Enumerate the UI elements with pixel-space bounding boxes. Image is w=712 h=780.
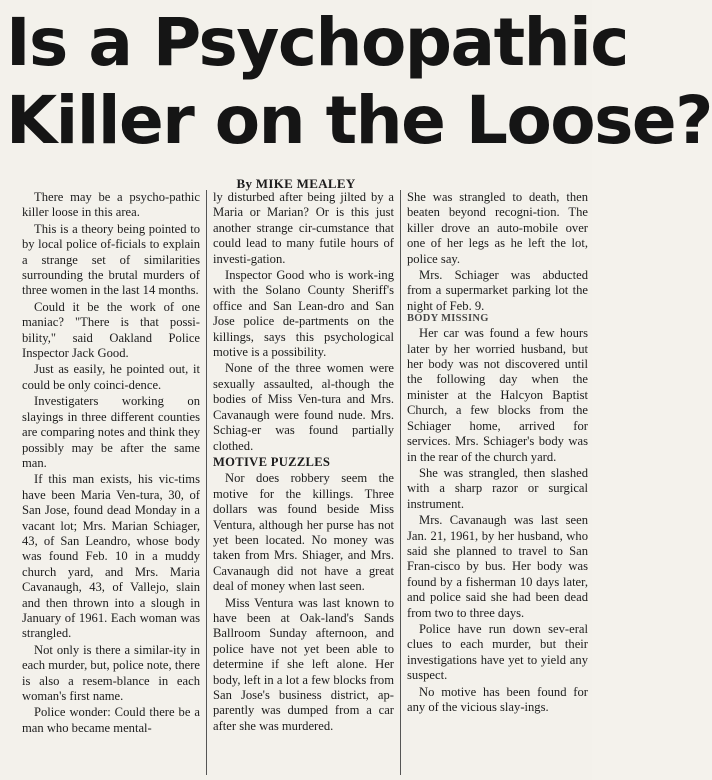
headline-line-2: Killer on the Loose? <box>6 82 712 159</box>
column-1 <box>22 190 206 775</box>
article-paragraph: This is a theory being pointed to by local police of-ficials to explain a strange set of similarities surrounding the brutal murders of three women in the last 14 months. <box>22 221 200 298</box>
article-paragraph: Inspector Good who is work-ing with the Solano County Sheriff's office and San Lean-dro and San Jose police de-partments on the killings, says this psychological motive is a possibility. <box>213 268 394 360</box>
article-paragraph: She was strangled, then slashed with a sharp razor or surgical instrument. <box>407 465 588 511</box>
article-paragraph: Mrs. Schiager was abducted from a supermarket parking lot the night of Feb. 9. <box>407 268 588 313</box>
article-paragraph: Her car was found a few hours later by her worried husband, but her body was not discovered until the following day when the minister at the Halcyon Baptist Church, a few blocks from the Schiager home, arrived for services. Mrs. Schiager's body was in the rear of the church yard. <box>407 326 588 464</box>
article-paragraph: She was strangled to death, then beaten beyond recogni-tion. The killer drove an auto-mobile over one of her legs as he left the lot, police say. <box>407 190 588 266</box>
article-paragraph: ly disturbed after being jilted by a Maria or Marian? Or is this just another strange cir-cumstance that could lead to many futile hours of investi-gation. <box>213 190 394 266</box>
column-2 <box>206 190 400 775</box>
headline <box>6 4 712 160</box>
article-paragraph: Could it be the work of one maniac? "There is that possi-bility," said Oakland Police Inspector Jack Good. <box>22 299 200 361</box>
subhead: BODY MISSING <box>407 313 489 325</box>
article-paragraph: Police wonder: Could there be a man who became mental- <box>22 705 200 735</box>
article-paragraph: Just as easily, he pointed out, it could be only coinci-dence. <box>22 362 200 392</box>
subhead: MOTIVE PUZZLES <box>213 454 331 469</box>
column-3 <box>400 190 590 775</box>
article-body <box>22 190 590 775</box>
headline-line-1: Is a Psychopathic <box>6 4 628 81</box>
byline: By MIKE MEALEY <box>236 176 356 191</box>
article-paragraph: Police have run down sev-eral clues to each murder, but their investigations have yet to yield any suspect. <box>407 621 588 683</box>
article-paragraph: Investigaters working on slayings in three different counties are comparing notes and think they possibly may be after the same man. <box>22 394 200 470</box>
article-paragraph: If this man exists, his vic-tims have been Maria Ven-tura, 30, of San Jose, found dead Monday in a vacant lot; Mrs. Marian Schiager, 43, of San Leandro, whose body was found Feb. 10 in a muddy church yard, and Mrs. Maria Cavanaugh, 43, of Vallejo, slain and then thrown into a slough in January of 1961. Each woman was strangled. <box>22 472 200 641</box>
article-paragraph: Nor does robbery seem the motive for the killings. Three dollars was found beside Miss Ventura, although her purse has not yet been located. No money was taken from Mrs. Shiager, and Mrs. Cavanaugh did not have a great deal of money when last seen. <box>213 471 394 594</box>
article-paragraph: None of the three women were sexually assaulted, al-though the bodies of Miss Ven-tura and Mrs. Cavanaugh were found nude. Mrs. Schiag-er was found partially clothed. <box>213 361 394 453</box>
article-paragraph: There may be a psycho-pathic killer loose in this area. <box>22 190 200 220</box>
article-paragraph: Mrs. Cavanaugh was last seen Jan. 21, 1961, by her husband, who said she planned to travel to San Fran-cisco by bus. Her body was found by a fisherman 10 days later, and police said she had been dead from two to three days. <box>407 513 588 620</box>
article-paragraph: No motive has been found for any of the vicious slay-ings. <box>407 684 588 714</box>
article-paragraph: Miss Ventura was last known to have been at Oak-land's Sands Ballroom Sunday afternoon, and police have not yet been able to determine if she left alone. Her body, left in a lot a few blocks from San Jose's business district, ap-parently was dumped from a car after she was murdered. <box>213 595 394 733</box>
article-paragraph: Not only is there a similar-ity in each murder, but, police note, there is also a resem-blance in each woman's first name. <box>22 642 200 703</box>
